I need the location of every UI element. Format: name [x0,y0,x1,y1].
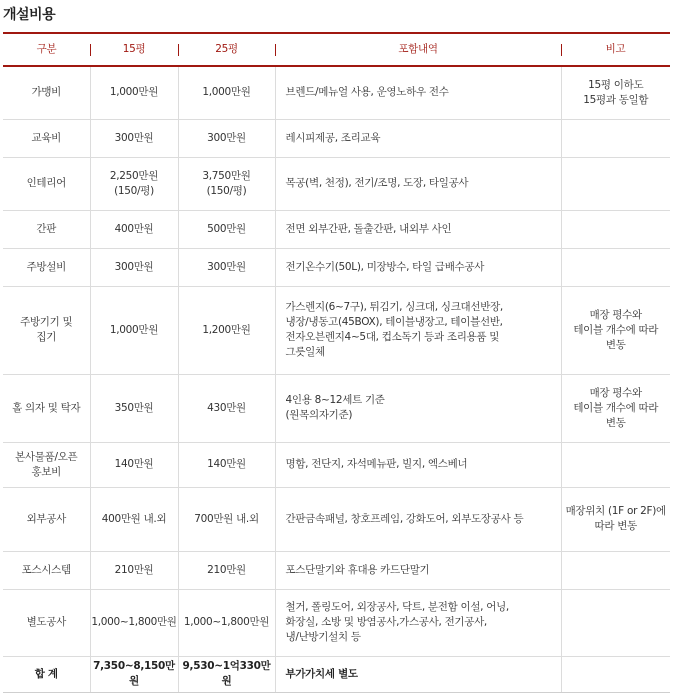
remarks-cell [561,656,670,692]
included-items-cell [275,551,561,589]
cost-25pyeong-cell [178,119,275,157]
opening-cost-table [3,32,670,693]
cell-text-line: 테이블 개수에 따라 [573,323,659,336]
cell-text-line: 210만원 [114,563,154,576]
cell-text-line: 140만원 [207,458,246,470]
table-row [3,119,670,157]
cell-text-line: 별도공사 [26,616,66,628]
included-items-cell [275,487,561,551]
cost-25pyeong-cell [178,66,275,119]
cell-text-line: 테이블 개수에 따라 [573,401,659,414]
cell-text-line: 전기온수기(50L), 미장방수, 타일 급배수공사 [285,260,485,273]
table-row [3,286,670,374]
cell-text-line: 매장 평수와 [589,386,642,399]
cell-text-line: 철거, 폴링도어, 외장공사, 닥트, 분전함 이설, 어닝, [285,601,509,613]
cost-15pyeong-cell [90,248,178,286]
included-items-cell [275,589,561,656]
cell-text-line: 부가가치세 별도 [285,667,358,680]
cell-text-line: 그릇일체 [285,346,325,358]
table-row [3,66,670,119]
cost-25pyeong-cell [178,487,275,551]
category-cell [3,66,90,119]
cell-text-line: 홍보비 [31,465,62,478]
cell-text-line: 목공(벽, 천정), 전기/조명, 도장, 타일공사 [285,177,469,189]
cell-text-line: (원목의자기준) [285,409,353,421]
cell-text-line: 변동 [605,338,626,351]
header-25pyeong: 25평 [178,33,275,66]
cell-text-line: 210만원 [207,563,246,576]
remarks-cell [561,210,670,248]
total-row [3,656,670,692]
cost-25pyeong-cell [178,157,275,210]
cell-text-line: 포스시스템 [21,563,71,576]
cell-text-line: 가맹비 [31,86,62,99]
cell-text-line: 주방설비 [26,260,66,273]
cost-15pyeong-cell [90,157,178,210]
header-included-items: 포함내역 [275,33,561,66]
cell-text-line: 홀 의자 및 탁자 [12,401,81,414]
cell-text-line: 간판 [36,222,57,235]
cost-25pyeong-cell [178,374,275,442]
category-cell [3,656,90,692]
cell-text-line: 1,000~1,800만원 [183,616,270,628]
cell-text-line: 포스단말기와 휴대용 카드단말기 [285,563,430,576]
included-items-cell [275,248,561,286]
cell-text-line: 2,250만원 [109,169,159,182]
cost-15pyeong-cell [90,656,178,692]
cell-text-line: 브렌드/메뉴얼 사용, 운영노하우 전수 [285,86,449,99]
header-category: 구분 [3,33,90,66]
cell-text-line: 냉/난방기설치 등 [285,631,361,643]
cell-text-line: 9,530~1억330만원 [182,660,271,687]
header-15pyeong: 15평 [90,33,178,66]
cell-text-line: 외부공사 [26,512,66,525]
cell-text-line: 1,000만원 [109,323,159,336]
cost-15pyeong-cell [90,210,178,248]
cell-text-line: 300만원 [114,131,154,144]
included-items-cell [275,374,561,442]
table-row [3,157,670,210]
cell-text-line: 3,750만원 [202,169,251,182]
cell-text-line: 합 계 [34,667,58,680]
cell-text-line: 700만원 내.외 [194,512,259,525]
cost-15pyeong-cell [90,442,178,487]
cell-text-line: 인테리어 [26,177,66,189]
included-items-cell [275,286,561,374]
category-cell [3,374,90,442]
included-items-cell [275,442,561,487]
cost-15pyeong-cell [90,551,178,589]
category-cell [3,286,90,374]
included-items-cell [275,66,561,119]
cell-text-line: 명함, 전단지, 자석메뉴판, 빌지, 엑스베너 [285,458,468,470]
cell-text-line: 7,350~8,150만원 [93,660,175,687]
cell-text-line: 400만원 [114,222,154,235]
cell-text-line: 레시피제공, 조리교육 [285,131,381,144]
category-cell [3,157,90,210]
category-cell [3,487,90,551]
cell-text-line: 매장위치 (1F or 2F)에 [565,505,666,517]
cell-text-line: 1,000~1,800만원 [91,616,177,628]
cell-text-line: 가스렌지(6~7구), 튀김기, 싱크대, 싱크대선반장, [285,301,503,313]
cell-text-line: 500만원 [207,222,246,235]
cell-text-line: 냉장/냉동고(45BOX), 테이블냉장고, 테이블선반, [285,316,503,328]
category-cell [3,210,90,248]
cell-text-line: 본사물품/오픈 [15,450,78,463]
cell-text-line: (150/평) [114,184,154,197]
included-items-cell [275,119,561,157]
cost-25pyeong-cell [178,551,275,589]
page-title: 개설비용 [3,7,56,23]
cell-text-line: 간판금속패널, 창호프레임, 강화도어, 외부도장공사 등 [285,512,524,525]
cost-25pyeong-cell [178,210,275,248]
cell-text-line: 따라 변동 [594,520,637,532]
cost-25pyeong-cell [178,248,275,286]
cell-text-line: 400만원 내.외 [101,512,167,525]
cost-25pyeong-cell [178,656,275,692]
cost-15pyeong-cell [90,589,178,656]
cell-text-line: 화장실, 소방 및 방염공사,가스공사, 전기공사, [285,616,487,628]
remarks-cell [561,487,670,551]
category-cell [3,248,90,286]
table-header-row [3,33,670,66]
table-row [3,374,670,442]
header-remarks: 비고 [561,33,670,66]
table-row [3,248,670,286]
cell-text-line: 주방기기 및 [20,316,73,328]
cost-25pyeong-cell [178,442,275,487]
cost-25pyeong-cell [178,286,275,374]
cell-text-line: 350만원 [114,401,154,414]
cell-text-line: 집기 [36,331,57,343]
remarks-cell [561,374,670,442]
cell-text-line: 140만원 [114,458,154,470]
category-cell [3,551,90,589]
cell-text-line: 4인용 8~12세트 기준 [285,394,385,406]
cost-25pyeong-cell [178,589,275,656]
cell-text-line: 교육비 [31,131,62,144]
included-items-cell [275,157,561,210]
table-row [3,551,670,589]
cell-text-line: 1,000만원 [202,86,251,99]
cell-text-line: 전자오븐렌지4~5대, 컵소독기 등과 조리용품 및 [285,331,500,343]
included-items-cell [275,210,561,248]
cell-text-line: 매장 평수와 [589,308,642,321]
cell-text-line: 15평 이하도 [588,78,644,91]
cell-text-line: 430만원 [207,401,246,414]
remarks-cell [561,248,670,286]
cell-text-line: 300만원 [207,260,246,273]
remarks-cell [561,119,670,157]
cell-text-line: 변동 [605,416,626,429]
cell-text-line: 300만원 [207,131,246,144]
table-row [3,442,670,487]
table-row [3,589,670,656]
cell-text-line: 1,200만원 [202,323,251,336]
remarks-cell [561,286,670,374]
remarks-cell [561,589,670,656]
table-row [3,210,670,248]
category-cell [3,442,90,487]
cell-text-line: (150/평) [206,184,247,197]
cell-text-line: 1,000만원 [109,86,159,99]
remarks-cell [561,442,670,487]
cell-text-line: 전면 외부간판, 돌출간판, 내외부 사인 [285,222,452,235]
remarks-cell [561,157,670,210]
cost-15pyeong-cell [90,374,178,442]
cost-15pyeong-cell [90,286,178,374]
cost-15pyeong-cell [90,487,178,551]
cost-15pyeong-cell [90,66,178,119]
cell-text-line: 15평과 동일함 [583,93,649,106]
included-items-cell [275,656,561,692]
table-row [3,487,670,551]
category-cell [3,119,90,157]
remarks-cell [561,551,670,589]
remarks-cell [561,66,670,119]
cell-text-line: 300만원 [114,260,154,273]
category-cell [3,589,90,656]
cost-15pyeong-cell [90,119,178,157]
